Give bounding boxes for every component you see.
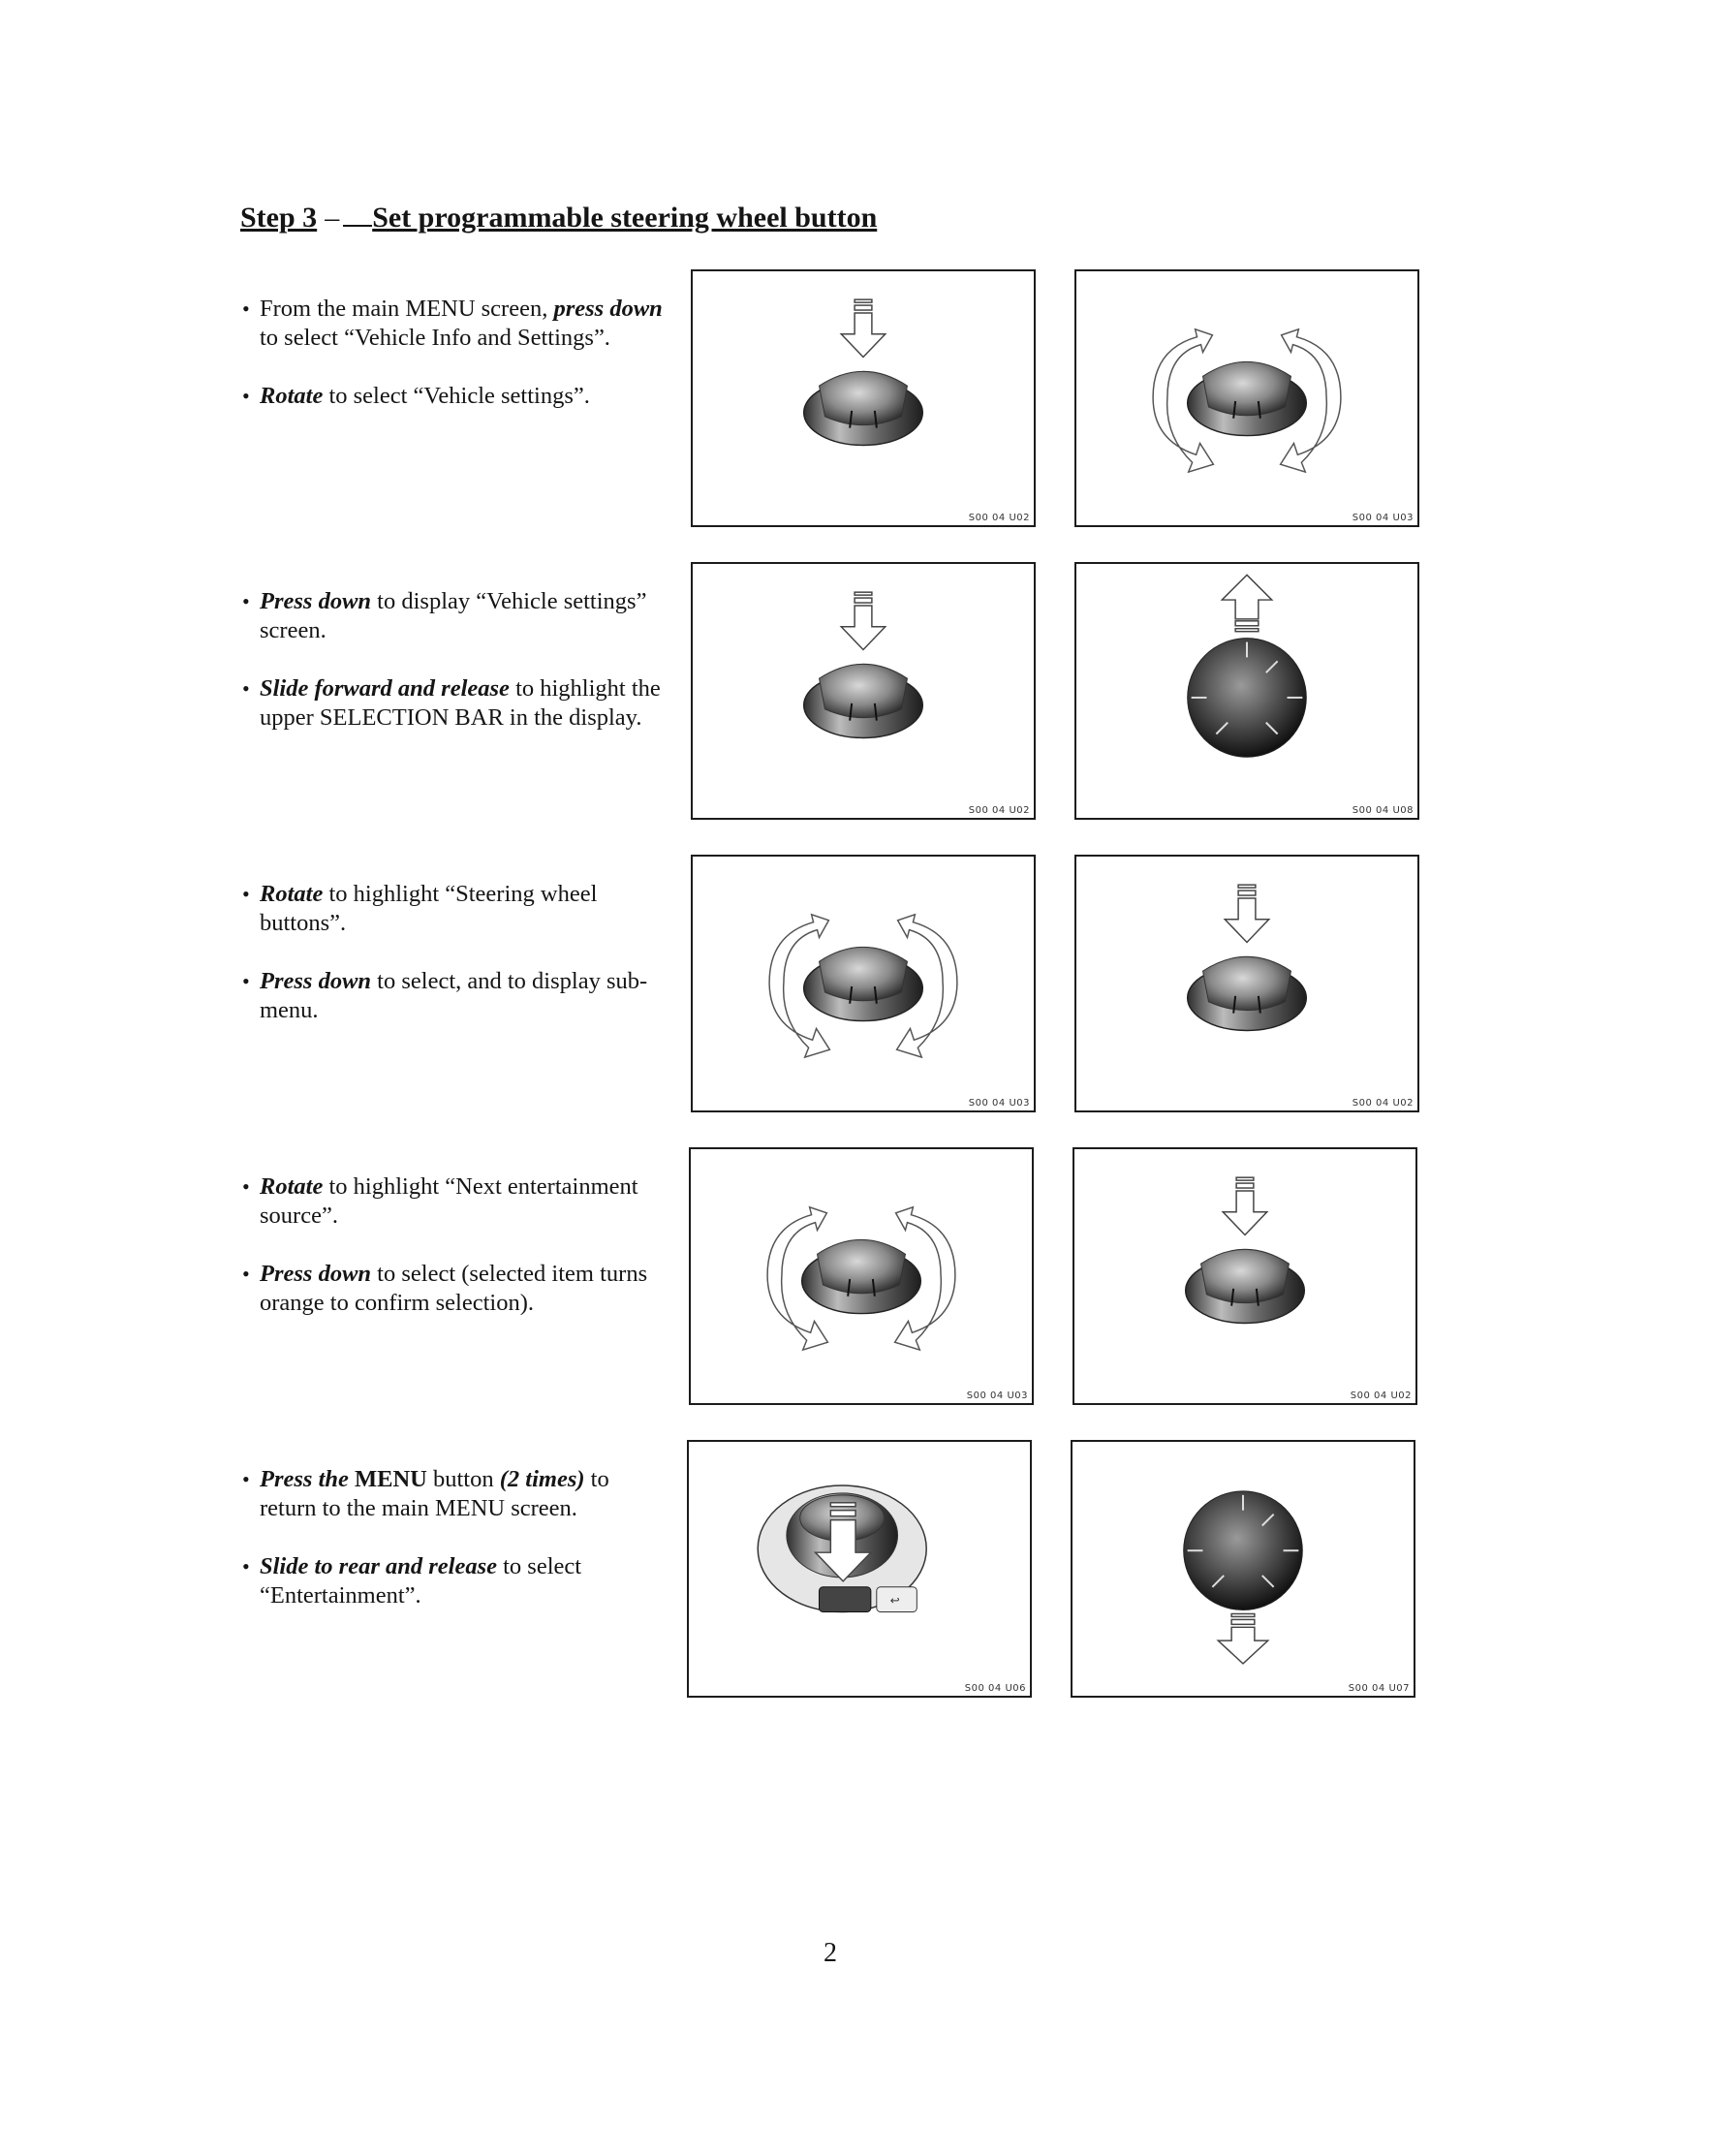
- instruction-item: • Press down to display “Vehicle settings” screen.: [242, 587, 668, 645]
- figure-code: S00 04 U03: [968, 1098, 1030, 1109]
- knob-body: [820, 371, 908, 424]
- instruction-item: • Press down to select, and to display sub-menu.: [242, 967, 668, 1025]
- step-row-2: [0, 562, 1710, 833]
- rotate-icon: [691, 1149, 1032, 1403]
- page-number: 2: [824, 1938, 837, 1968]
- up-arrow: [1222, 575, 1271, 631]
- instruction-list: [242, 880, 668, 1054]
- rotate-icon: [1076, 271, 1417, 525]
- instruction-list: [242, 1172, 668, 1347]
- figure-code: S00 04 U08: [1352, 805, 1414, 816]
- figure-code: S00 04 U02: [968, 805, 1030, 816]
- figure-code: S00 04 U03: [966, 1390, 1028, 1401]
- illustration-frame: [1074, 855, 1419, 1112]
- press-down-icon: [1076, 857, 1417, 1110]
- instruction-item: • Slide to rear and release to select “Entertainment”.: [242, 1552, 668, 1610]
- knob-body: [1203, 956, 1291, 1010]
- instruction-item: • Slide forward and release to highlight the upper SELECTION BAR in the display.: [242, 674, 668, 733]
- down-arrow: [1218, 1613, 1267, 1663]
- instruction-list: [242, 295, 668, 440]
- slide-forward-icon: [1076, 564, 1417, 818]
- title-spacer: [343, 224, 372, 227]
- knob-body: [820, 947, 908, 1000]
- instruction-item: • Press down to select (selected item turns orange to confirm selection).: [242, 1260, 668, 1318]
- step-row-5: [0, 1440, 1710, 1711]
- knob-body: [1203, 361, 1291, 415]
- figure-code: S00 04 U03: [1352, 513, 1414, 523]
- down-arrow: [841, 592, 885, 649]
- figure-code: S00 04 U07: [1348, 1683, 1410, 1694]
- down-arrow: [1223, 1177, 1266, 1234]
- illustration-frame: [689, 1147, 1034, 1405]
- press-down-icon: [1074, 1149, 1415, 1403]
- title-text: Set programmable steering wheel button: [372, 202, 878, 234]
- menu-button-icon: [689, 1442, 1030, 1696]
- page-title: [240, 202, 877, 234]
- illustration-frame: [691, 562, 1036, 820]
- illustration-frame: [691, 855, 1036, 1112]
- instruction-item: • Press the MENU button (2 times) to return to the main MENU screen.: [242, 1465, 668, 1523]
- menu-button: [819, 1587, 870, 1612]
- step-label: Step 3: [240, 202, 318, 234]
- down-arrow: [841, 299, 885, 357]
- slide-rear-icon: [1073, 1442, 1414, 1696]
- instruction-list: [242, 587, 668, 762]
- illustration-frame: [1071, 1440, 1415, 1698]
- knob-body: [820, 664, 908, 717]
- illustration-frame: [1074, 562, 1419, 820]
- instruction-item: • Rotate to select “Vehicle settings”.: [242, 382, 668, 411]
- instruction-item: • From the main MENU screen, press down to select “Vehicle Info and Settings”.: [242, 295, 668, 353]
- step-row-3: [0, 855, 1710, 1126]
- figure-code: S00 04 U02: [1352, 1098, 1414, 1109]
- press-down-icon: [693, 271, 1034, 525]
- step-row-4: [0, 1147, 1710, 1419]
- illustration-frame: [691, 269, 1036, 527]
- figure-code: S00 04 U02: [1350, 1390, 1412, 1401]
- illustration-frame: [1074, 269, 1419, 527]
- instruction-item: • Rotate to highlight “Next entertainment source”.: [242, 1172, 668, 1231]
- instruction-list: [242, 1465, 668, 1640]
- illustration-frame: [1073, 1147, 1417, 1405]
- instruction-item: • Rotate to highlight “Steering wheel buttons”.: [242, 880, 668, 938]
- knob-body: [818, 1239, 906, 1293]
- rotate-icon: [693, 857, 1034, 1110]
- step-row-1: [0, 269, 1710, 541]
- knob-body: [1201, 1249, 1290, 1302]
- figure-code: S00 04 U02: [968, 513, 1030, 523]
- press-down-icon: [693, 564, 1034, 818]
- svg-text:↩: ↩: [889, 1593, 900, 1608]
- illustration-frame: [687, 1440, 1032, 1698]
- title-separator: –: [325, 202, 340, 234]
- figure-code: S00 04 U06: [964, 1683, 1026, 1694]
- down-arrow: [1225, 885, 1268, 942]
